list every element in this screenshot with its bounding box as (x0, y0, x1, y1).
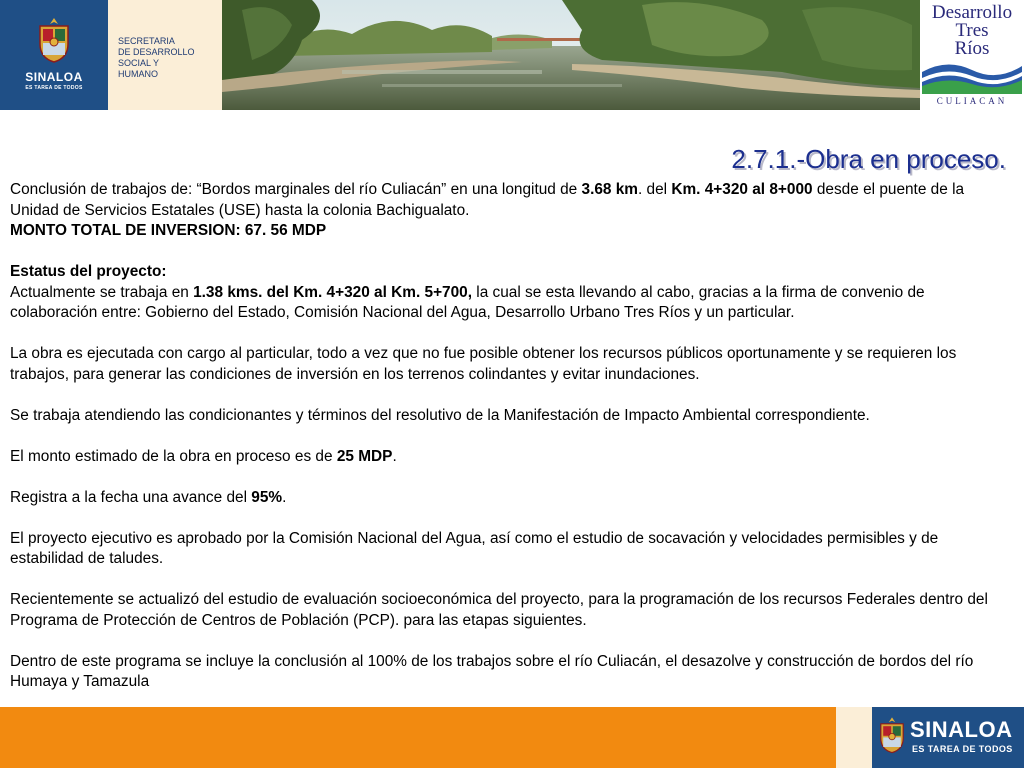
sinaloa-logo (0, 0, 108, 110)
department-line: DE DESARROLLO (118, 47, 195, 57)
department-line: HUMANO (118, 69, 158, 79)
waves-icon (922, 60, 1022, 94)
logo-motto: ES TAREA DE TODOS (25, 85, 83, 91)
department-label (108, 0, 222, 110)
paragraph-estimated-amount: El monto estimado de la obra en proceso es de 25 MDP. (10, 447, 397, 465)
department-line: SOCIAL Y (118, 58, 160, 68)
header-banner (0, 0, 1024, 110)
logo-text-line: Desarrollo (931, 2, 1013, 23)
logo-text-line: Ríos (954, 38, 990, 59)
status-heading: Estatus del proyecto: (10, 263, 167, 280)
paragraph-private-funding: La obra es ejecutada con cargo al particular, todo a vez que no fue posible obtener los recursos públicos oportunamente y se requieren los trabajos, para generar las condiciones de inversión en los terrenos colindantes y evitar inundaciones. (10, 345, 957, 383)
paragraph-conclusion: Conclusión de trabajos de: “Bordos marginales del río Culiacán” en una longitud de 3.68 km. del Km. 4+320 al 8+000 desde el puente de la Unidad de Servicios Estatales (USE) hasta la colonia Bachigualato. (10, 181, 965, 219)
paragraph-socioeconomic: Recientemente se actualizó del estudio de evaluación socioeconómica del proyecto, para la programación de los recursos Federales dentro del Programa de Protección de Centros de Población (PCP). para las etapas siguientes. (10, 591, 988, 629)
logo-name: SINALOA (25, 70, 83, 84)
slide-title: 2.7.1.-Obra en proceso. (731, 144, 1006, 174)
logo-city: CULIACAN (936, 96, 1008, 106)
logo-text-line: Tres (955, 20, 989, 41)
department-line: SECRETARIA (118, 36, 175, 46)
total-investment: MONTO TOTAL DE INVERSION: 67. 56 MDP (10, 222, 327, 239)
paragraph-executive-project: El proyecto ejecutivo es aprobado por la Comisión Nacional del Agua, así como el estudio de socavación y velocidades permisibles y de estabilidad de taludes. (10, 529, 939, 567)
paragraph-current-work: Actualmente se trabaja en 1.38 kms. del Km. 4+320 al Km. 5+700, la cual se esta llevando al cabo, gracias a la firma de convenio de colaboración entre: Gobierno del Estado, Comisión Nacional del Agua, Desarrollo Urbano Tres Ríos y un particular. (10, 283, 925, 321)
slide-body (10, 180, 1016, 693)
footer-bar (0, 707, 836, 768)
river-photo (222, 0, 920, 110)
coat-of-arms-icon (876, 714, 908, 756)
paragraph-environmental: Se trabaja atendiendo las condicionantes y términos del resolutivo de la Manifestación de Impacto Ambiental correspondiente. (10, 406, 870, 424)
footer-logo-motto: ES TAREA DE TODOS (912, 744, 1013, 754)
footer-logo-name: SINALOA (910, 717, 1013, 742)
desarrollo-tres-rios-logo (920, 0, 1024, 110)
coat-of-arms-icon (34, 16, 74, 64)
footer-sinaloa-logo (872, 707, 1024, 768)
paragraph-progress: Registra a la fecha una avance del 95%. (10, 488, 287, 506)
footer-divider (836, 707, 872, 768)
paragraph-program-scope: Dentro de este programa se incluye la conclusión al 100% de los trabajos sobre el río Culiacán, el desazolve y construcción de bordos del río Humaya y Tamazula (10, 652, 974, 690)
